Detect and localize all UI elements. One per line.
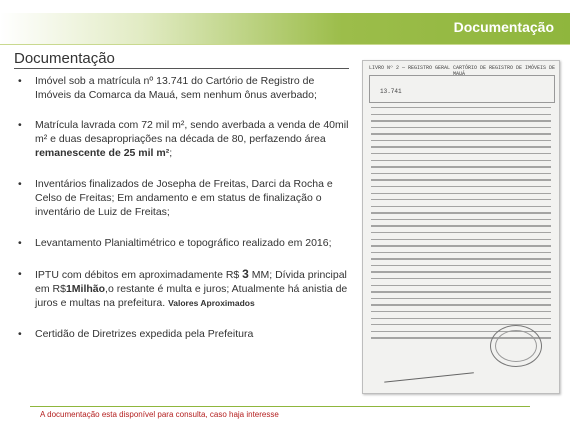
bullet-text: ; <box>169 147 173 159</box>
list-item <box>14 177 350 219</box>
bullet-text: Certidão de Diretrizes expedida pela Prefeitura <box>35 328 254 340</box>
bullet-emphasis: remanescente de 25 mil m² <box>35 147 170 159</box>
document-header-right: CARTÓRIO DE REGISTRO DE IMÓVEIS DE MAUÁ <box>453 65 556 77</box>
bullet-text: Levantamento Planialtimétrico e topográfico realizado em 2016; <box>35 237 332 249</box>
header-divider <box>0 44 570 45</box>
bullet-list <box>14 70 350 341</box>
list-item <box>14 74 350 102</box>
document-header-left: LIVRO Nº 2 — REGISTRO GERAL <box>369 65 451 71</box>
list-item <box>14 118 350 160</box>
document-header-box <box>369 75 555 103</box>
list-item <box>14 236 350 250</box>
document-scan-image <box>362 60 560 394</box>
bullet-text: MM; Dívida principal em R$ <box>35 269 347 295</box>
bullet-icon: • <box>18 119 22 131</box>
bullet-icon: • <box>18 75 22 87</box>
bullet-text: Imóvel sob a matrícula nº 13.741 do Cartório de Registro de Imóveis da Comarca da Mauá, sem nenhum ônus averbado; <box>35 75 317 101</box>
bullet-text: IPTU com débitos em aproximadamente R$ <box>35 269 243 281</box>
header-title: Documentação <box>453 19 554 35</box>
header-banner <box>0 13 570 44</box>
signature-icon <box>382 352 474 382</box>
bullet-emphasis: Valores Aproximados <box>168 298 255 308</box>
bullet-emphasis: 3 <box>242 267 249 281</box>
bullet-icon: • <box>18 237 22 249</box>
footer-divider <box>30 406 530 407</box>
bullet-text: Matrícula lavrada com 72 mil m², sendo averbada a venda de 40mil m² e duas desapropriações na década de 80, perfazendo área <box>35 119 349 145</box>
list-item <box>14 327 350 341</box>
title-underline <box>14 68 349 69</box>
bullet-text: Inventários finalizados de Josepha de Freitas, Darci da Rocha e Celso de Freitas; Em andamento e em status de finalização o inventário de Luiz de Freitas; <box>35 178 333 218</box>
list-item <box>14 267 350 310</box>
document-matricula-number: 13.741 <box>380 88 402 95</box>
bullet-icon: • <box>18 328 22 340</box>
bullet-text: ,o restante é multa e juros; Atualmente há anistia de juros e multas na prefeitura. <box>35 283 348 309</box>
registry-stamp-inner-icon <box>495 330 537 362</box>
bullet-icon: • <box>18 178 22 190</box>
document-text-lines <box>371 107 551 344</box>
footer-note: A documentação esta disponível para consulta, caso haja interesse <box>40 410 279 419</box>
bullet-emphasis: 1Milhão <box>65 283 106 295</box>
page-title: Documentação <box>14 50 115 67</box>
bullet-icon: • <box>18 268 22 280</box>
